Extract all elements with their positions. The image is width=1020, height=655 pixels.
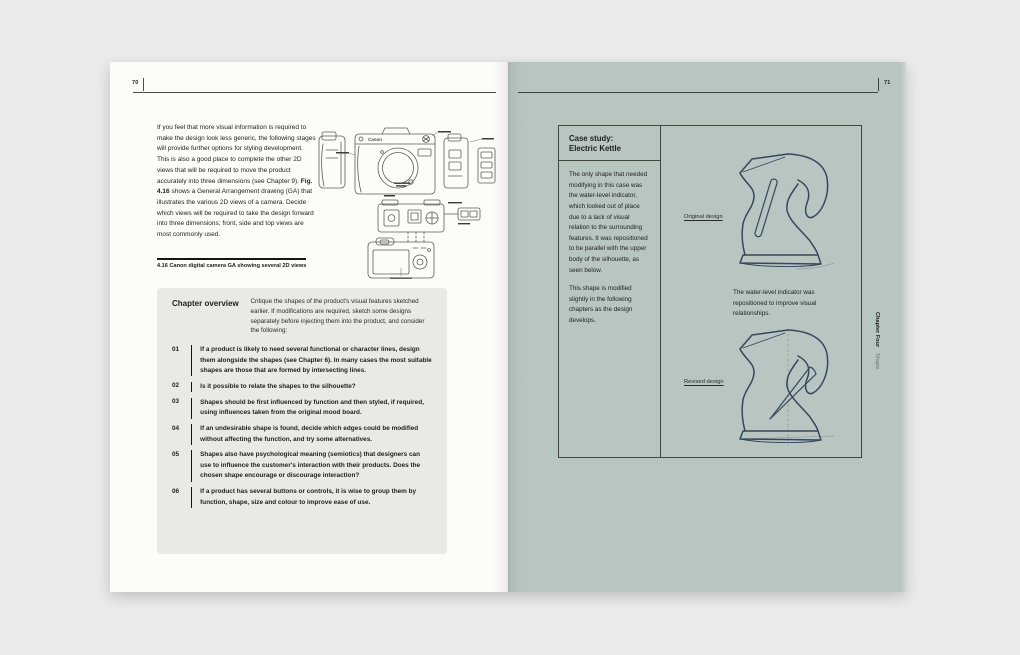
camera-ga-figure xyxy=(312,122,502,280)
chapter-overview-box xyxy=(157,288,447,554)
item-divider xyxy=(191,450,193,481)
overview-item xyxy=(172,345,432,376)
camera-card-panel xyxy=(478,148,495,183)
item-text: If a product has several buttons or controls, it is wise to group them by function, shape, size and colour to improve ease of use. xyxy=(200,488,417,506)
header-rule-right xyxy=(518,92,878,93)
page-number-right: 71 xyxy=(884,80,891,86)
sketch-caption: The water-level indicator was repositioned to improve visual relationships. xyxy=(733,289,817,318)
overview-item xyxy=(172,450,432,481)
folio-divider-left xyxy=(143,78,144,91)
case-study-title-line2: Electric Kettle xyxy=(569,143,622,153)
item-number: 04 xyxy=(172,424,180,432)
item-divider xyxy=(191,398,193,419)
item-text: Is it possible to relate the shapes to the silhouette? xyxy=(200,382,356,390)
item-number: 02 xyxy=(172,382,180,390)
projection-lines xyxy=(408,232,424,242)
intro-part1: If you feel that more visual information is required to make the design look less generic, the following stages will provide further options for styling development. This is also a good place to complete the other 2D views that will be required to move the product accurately into three dimensions (see Chapter 9). xyxy=(157,124,316,185)
item-text: If a product is likely to need several functional or character lines, design them alongside the shapes (see Chapter 6). In many cases the most suitable shapes are those that are formed by intersecting lines. xyxy=(200,346,432,374)
camera-side-view-right xyxy=(444,134,468,188)
overview-item xyxy=(172,382,432,392)
header-rule-left xyxy=(133,92,496,93)
item-number: 06 xyxy=(172,487,180,495)
camera-brand-label: Canon xyxy=(368,137,382,142)
camera-front-view xyxy=(355,128,435,194)
item-text: Shapes should be first influenced by function and then styled, if required, using influences taken from the original mood board. xyxy=(200,398,424,417)
item-text: Shapes also have psychological meaning (semiotics) that designers can use to influence the customer's interaction with their products. Does the chosen shape encourage or discourage interaction? xyxy=(200,451,421,480)
figure-caption-rule xyxy=(157,258,306,260)
item-text: If an undesirable shape is found, decide which edges could be modified without affecting the function, and try some alternatives. xyxy=(200,425,419,443)
overview-item xyxy=(172,398,432,419)
chapter-overview-intro: Critique the shapes of the product's visual features sketched earlier. If modifications are required, sketch some designs separately before injecting them into the product, and consider the following: xyxy=(250,298,425,335)
intro-part2: shows a General Arrangement drawing (GA) that illustrates the various 2D views of a camera. Decide which views will be required to take the design forward into three dimensions; front, side and top views are most commonly used. xyxy=(157,188,314,239)
side-tab-chapter: Chapter Four xyxy=(874,312,880,348)
left-page xyxy=(110,62,508,592)
chapter-overview-heading: Chapter overview xyxy=(172,299,239,308)
case-study-column xyxy=(559,126,661,457)
case-study-box xyxy=(558,125,862,458)
right-page xyxy=(508,62,906,592)
item-divider xyxy=(191,487,193,508)
item-number: 01 xyxy=(172,345,180,353)
overview-item xyxy=(172,487,432,508)
item-divider xyxy=(191,424,193,445)
revised-design-sketch xyxy=(734,327,838,451)
camera-top-view xyxy=(378,200,444,232)
original-design-label: Original design xyxy=(684,214,723,220)
intro-paragraph xyxy=(157,123,316,241)
case-study-para2: This shape is modified slightly in the following chapters as the design develops. xyxy=(569,285,633,324)
item-divider xyxy=(191,382,193,392)
item-number: 05 xyxy=(172,450,180,458)
case-study-title-line1: Case study: xyxy=(569,134,614,143)
book-spread xyxy=(110,62,906,592)
revised-design-label: Revised design xyxy=(684,379,724,385)
case-study-title xyxy=(559,126,660,161)
case-study-body xyxy=(559,161,660,343)
chapter-side-tab xyxy=(874,312,880,398)
intro-fig-ref: Fig. 4.16 xyxy=(157,177,313,196)
side-tab-section: Shape xyxy=(874,353,880,370)
original-design-sketch xyxy=(734,151,838,275)
page-number-left: 70 xyxy=(132,80,139,86)
figure-caption: 4.16 Canon digital camera GA showing several 2D views xyxy=(157,263,307,269)
folio-divider-right xyxy=(878,78,879,91)
case-study-para1: The only shape that needed modifying in this case was the water-level indicator, which looked out of place due to a lack of visual relation to the surrounding features. It was repositioned to be parallel with the upper body of the silhouette, as seen below. xyxy=(569,171,648,274)
camera-connector-detail xyxy=(444,208,480,220)
item-number: 03 xyxy=(172,398,180,406)
camera-side-view-left xyxy=(319,132,345,188)
overview-item xyxy=(172,424,432,445)
item-divider xyxy=(191,345,193,376)
